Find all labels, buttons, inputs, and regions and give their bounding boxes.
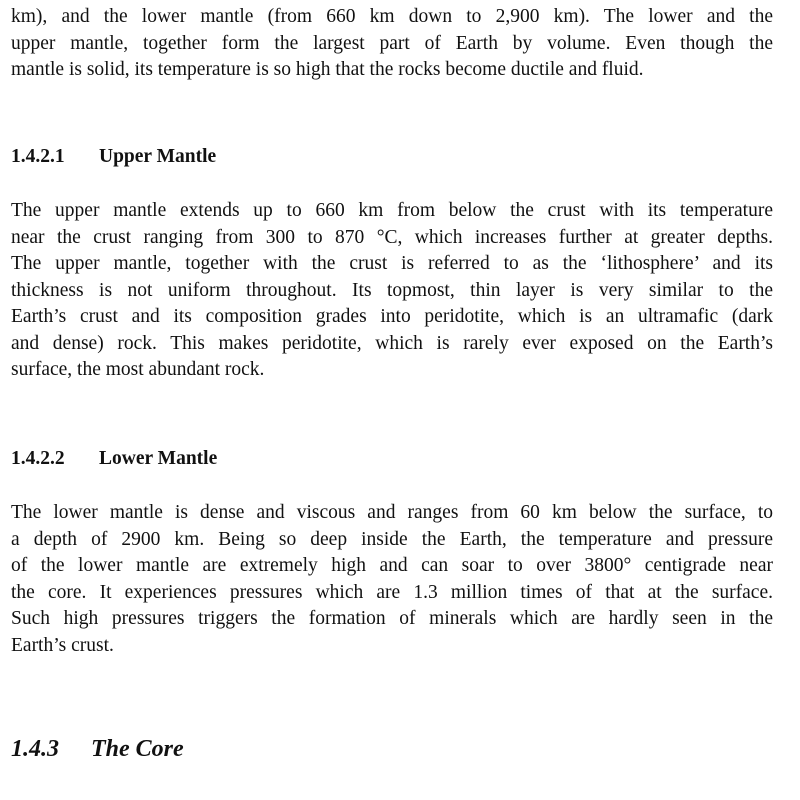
heading-number: 1.4.2.2 xyxy=(11,448,65,469)
heading-title: The Core xyxy=(91,736,184,762)
lower-mantle-heading xyxy=(11,447,217,471)
upper-mantle-heading xyxy=(11,145,216,169)
core-section-heading xyxy=(11,734,184,764)
text-line: and dense) rock. This makes peridotite, which is rarely ever exposed on the Earth’s xyxy=(11,332,773,354)
text-line: Such high pressures triggers the formation of minerals which are hardly seen in the xyxy=(11,608,773,629)
upper-mantle-paragraph xyxy=(11,198,773,384)
text-line: The lower mantle is dense and viscous and ranges from 60 km below the surface, to xyxy=(11,502,773,523)
heading-title: Upper Mantle xyxy=(99,146,217,167)
text-line: a depth of 2900 km. Being so deep inside the Earth, the temperature and pressure xyxy=(11,528,773,550)
text-line: The upper mantle extends up to 660 km from below the crust with its temperature xyxy=(11,200,773,221)
text-line: km), and the lower mantle (from 660 km down to 2,900 km). The lower and the xyxy=(11,6,773,27)
text-line: mantle is solid, its temperature is so high that the rocks become ductile and fluid. xyxy=(11,59,644,80)
text-line: of the lower mantle are extremely high and can soar to over 3800° centigrade near xyxy=(11,555,773,576)
lower-mantle-paragraph xyxy=(11,500,773,659)
text-line: surface, the most abundant rock. xyxy=(11,359,265,380)
text-line: Earth’s crust. xyxy=(11,634,114,656)
heading-number: 1.4.3 xyxy=(11,736,59,762)
text-line: The upper mantle, together with the crust is referred to as the ‘lithosphere’ and its xyxy=(11,253,773,274)
intro-paragraph xyxy=(11,4,773,84)
text-line: upper mantle, together form the largest part of Earth by volume. Even though the xyxy=(11,32,773,54)
text-line: thickness is not uniform throughout. Its topmost, thin layer is very similar to the xyxy=(11,279,773,301)
heading-title: Lower Mantle xyxy=(99,448,218,469)
text-line: near the crust ranging from 300 to 870 °C, which increases further at greater depths. xyxy=(11,226,773,248)
text-line: the core. It experiences pressures which are 1.3 million times of that at the surface. xyxy=(11,581,773,603)
heading-number: 1.4.2.1 xyxy=(11,146,65,167)
text-line: Earth’s crust and its composition grades into peridotite, which is an ultramafic (dark xyxy=(11,306,773,327)
